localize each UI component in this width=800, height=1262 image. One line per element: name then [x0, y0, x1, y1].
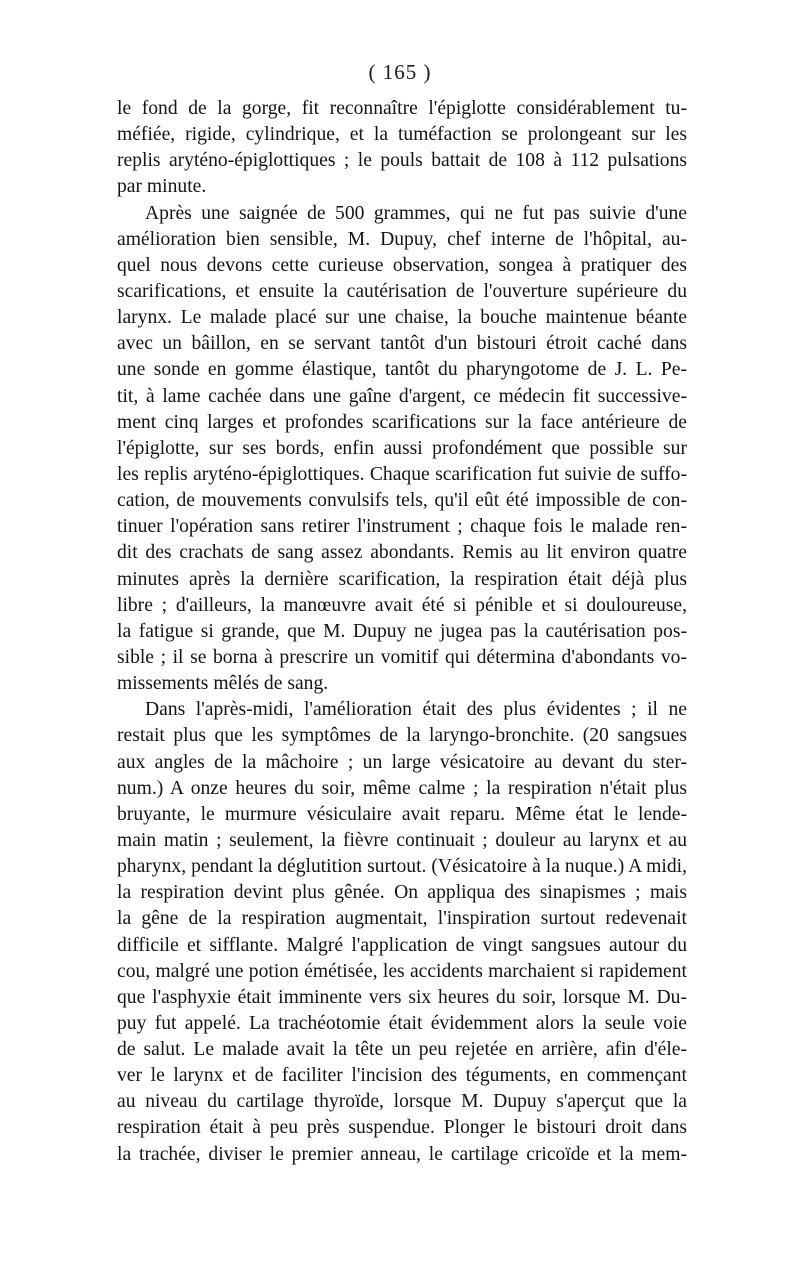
text-line: bruyante, le murmure vésiculaire avait reparu. Même état le lende-: [117, 803, 687, 825]
text-line: la trachée, diviser le premier anneau, le cartilage cricoïde et la mem-: [117, 1143, 687, 1165]
text-line: puy fut appelé. La trachéotomie était évidemment alors la seule voie: [117, 1012, 687, 1034]
text-line: la respiration devint plus gênée. On appliqua des sinapismes ; mais: [117, 882, 687, 904]
text-line: main matin ; seulement, la fièvre continuait ; douleur au larynx et au: [117, 829, 687, 851]
text-line: cou, malgré une potion émétisée, les accidents marchaient si rapidement: [117, 960, 687, 982]
text-line: restait plus que les symptômes de la laryngo-bronchite. (20 sangsues: [117, 725, 687, 747]
text-line: cation, de mouvements convulsifs tels, qu'il eût été impossible de con-: [117, 490, 687, 512]
text-line: au niveau du cartilage thyroïde, lorsque M. Dupuy s'aperçut que la: [117, 1091, 687, 1113]
text-line: une sonde en gomme élastique, tantôt du pharyngotome de J. L. Pe-: [117, 359, 687, 381]
paragraph: [117, 96, 687, 201]
text-line: num.) A onze heures du soir, même calme ; la respiration n'était plus: [117, 777, 687, 799]
text-line: sible ; il se borna à prescrire un vomitif qui détermina d'abondants vo-: [117, 646, 687, 668]
text-line: avec un bâillon, en se servant tantôt d'un bistouri étroit caché dans: [117, 333, 687, 355]
text-line: l'épiglotte, sur ses bords, enfin aussi profondément que possible sur: [117, 437, 687, 459]
page-number: ( 165 ): [368, 60, 432, 84]
text-line: scarifications, et ensuite la cautérisation de l'ouverture supérieure du: [117, 280, 687, 302]
text-line: difficile et sifflante. Malgré l'application de vingt sangsues autour du: [117, 934, 687, 956]
text-line: la gêne de la respiration augmentait, l'inspiration surtout redevenait: [117, 908, 687, 930]
text-line: tit, à lame cachée dans une gaîne d'argent, ce médecin fit successive-: [117, 385, 687, 407]
text-line: libre ; d'ailleurs, la manœuvre avait été si pénible et si douloureuse,: [117, 594, 687, 616]
paragraph: [117, 697, 687, 1168]
text-line: méfiée, rigide, cylindrique, et la tuméfaction se prolongeant sur les: [117, 124, 687, 146]
text-line: ver le larynx et de faciliter l'incision des téguments, en commençant: [117, 1065, 687, 1087]
text-line: par minute.: [117, 176, 207, 198]
text-line: le fond de la gorge, fit reconnaître l'épiglotte considérablement tu-: [117, 98, 687, 119]
text-line: les replis aryténo-épiglottiques. Chaque scarification fut suivie de suffo-: [117, 463, 687, 485]
text-line: respiration était à peu près suspendue. Plonger le bistouri droit dans: [117, 1117, 687, 1139]
text-line: pharynx, pendant la déglutition surtout. (Vésicatoire à la nuque.) A midi,: [117, 856, 687, 878]
text-line: que l'asphyxie était imminente vers six heures du soir, lorsque M. Du-: [117, 986, 687, 1008]
text-line: la fatigue si grande, que M. Dupuy ne jugea pas la cautérisation pos-: [117, 620, 687, 642]
text-line: Après une saignée de 500 grammes, qui ne fut pas suivie d'une: [145, 202, 687, 224]
text-line: Dans l'après-midi, l'amélioration était des plus évidentes ; il ne: [145, 699, 687, 721]
paragraph: [117, 201, 687, 698]
text-line: quel nous devons cette curieuse observation, songea à pratiquer des: [117, 254, 687, 276]
text-line: ment cinq larges et profondes scarifications sur la face antérieure de: [117, 411, 687, 433]
body-text: [117, 96, 687, 1168]
text-line: dit des crachats de sang assez abondants. Remis au lit environ quatre: [117, 542, 687, 564]
text-line: minutes après la dernière scarification, la respiration était déjà plus: [117, 568, 687, 590]
text-line: de salut. Le malade avait la tête un peu rejetée en arrière, afin d'éle-: [117, 1039, 687, 1061]
text-line: amélioration bien sensible, M. Dupuy, chef interne de l'hôpital, au-: [117, 228, 687, 250]
text-line: missements mêlés de sang.: [117, 673, 329, 695]
text-line: aux angles de la mâchoire ; un large vésicatoire au devant du ster-: [117, 751, 687, 773]
text-line: larynx. Le malade placé sur une chaise, la bouche maintenue béante: [117, 307, 687, 329]
text-line: tinuer l'opération sans retirer l'instrument ; chaque fois le malade ren-: [117, 516, 687, 538]
text-line: replis aryténo-épiglottiques ; le pouls battait de 108 à 112 pulsations: [117, 150, 687, 172]
